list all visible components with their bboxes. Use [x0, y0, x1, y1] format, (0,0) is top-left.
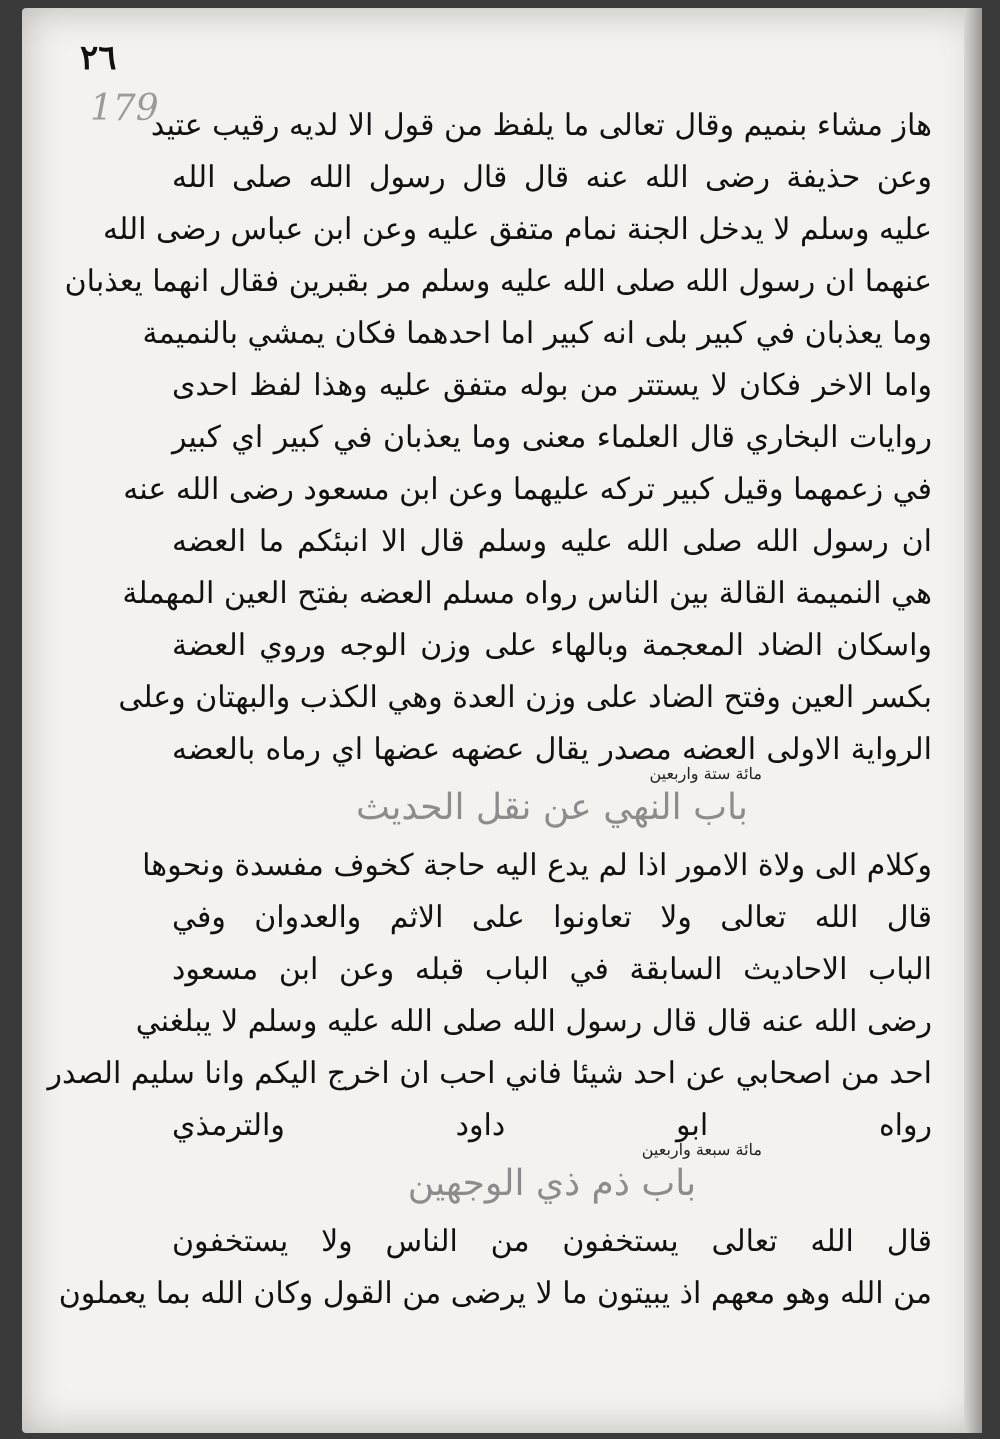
text-line: وكلام الى ولاة الامور اذا لم يدع اليه حاجة كخوف مفسدة ونحوها	[142, 848, 932, 883]
text-line: ان رسول الله صلى الله عليه وسلم قال الا انبئكم ما العضه	[172, 524, 932, 559]
text-line: واما الاخر فكان لا يستتر من بوله متفق عليه وهذا لفظ احدى	[172, 368, 932, 403]
text-line: الباب الاحاديث السابقة في الباب قبله وعن ابن مسعود	[172, 952, 932, 987]
chapter-heading	[172, 764, 932, 840]
pencil-page-number: 179	[90, 88, 159, 129]
text-line: روايات البخاري قال العلماء معنى وما يعذبان في كبير اي كبير	[172, 420, 932, 455]
text-line: بكسر العين وفتح الضاد على وزن العدة وهي الكذب والبهتان وعلى	[118, 680, 932, 715]
text-line: من الله وهو معهم اذ يبيتون ما لا يرضى من القول وكان الله بما يعملون	[58, 1276, 932, 1311]
text-line: وعن حذيفة رضى الله عنه قال قال رسول الله صلى الله	[172, 160, 932, 195]
text-line: عليه وسلم لا يدخل الجنة نمام متفق عليه وعن ابن عباس رضى الله	[103, 212, 932, 247]
text-line: في زعمهما وقيل كبير تركه عليهما وعن ابن مسعود رضى الله عنه	[123, 472, 932, 507]
chapter-heading-text: باب ذم ذي الوجهين	[407, 1163, 697, 1204]
manuscript-page	[22, 8, 982, 1433]
chapter-heading-text: باب النهي عن نقل الحديث	[356, 787, 748, 828]
text-line: عنهما ان رسول الله صلى الله عليه وسلم مر بقبرين فقال انهما يعذبان	[64, 264, 932, 299]
text-line: هي النميمة القالة بين الناس رواه مسلم العضه بفتح العين المهملة	[122, 576, 932, 611]
text-line: رضى الله عنه قال قال رسول الله صلى الله عليه وسلم لا يبلغني	[135, 1004, 932, 1039]
text-line: الرواية الاولى العضه مصدر يقال عضهه عضها اي رماه بالعضه	[172, 732, 932, 767]
text-line: رواه ابو داود والترمذي	[172, 1108, 932, 1143]
text-line: هاز مشاء بنميم وقال تعالى ما يلفظ من قول الا لديه رقيب عتيد	[150, 108, 932, 143]
folio-number: ٢٦	[80, 38, 117, 78]
text-line: قال الله تعالى يستخفون من الناس ولا يستخفون	[172, 1224, 932, 1259]
text-line: وما يعذبان في كبير بلى انه كبير اما احدهما فكان يمشي بالنميمة	[142, 316, 932, 351]
chapter-heading	[172, 1140, 932, 1216]
binding-gutter	[964, 8, 982, 1433]
text-line: واسكان الضاد المعجمة وبالهاء على وزن الوجه وروي العضة	[172, 628, 932, 663]
text-line: قال الله تعالى ولا تعاونوا على الاثم والعدوان وفي	[172, 900, 932, 935]
heading-marginal-note: مائة ستة واربعين	[649, 764, 762, 783]
heading-marginal-note: مائة سبعة واربعين	[641, 1140, 762, 1159]
text-line: احد من اصحابي عن احد شيئا فاني احب ان اخرج اليكم وانا سليم الصدر	[47, 1056, 932, 1091]
